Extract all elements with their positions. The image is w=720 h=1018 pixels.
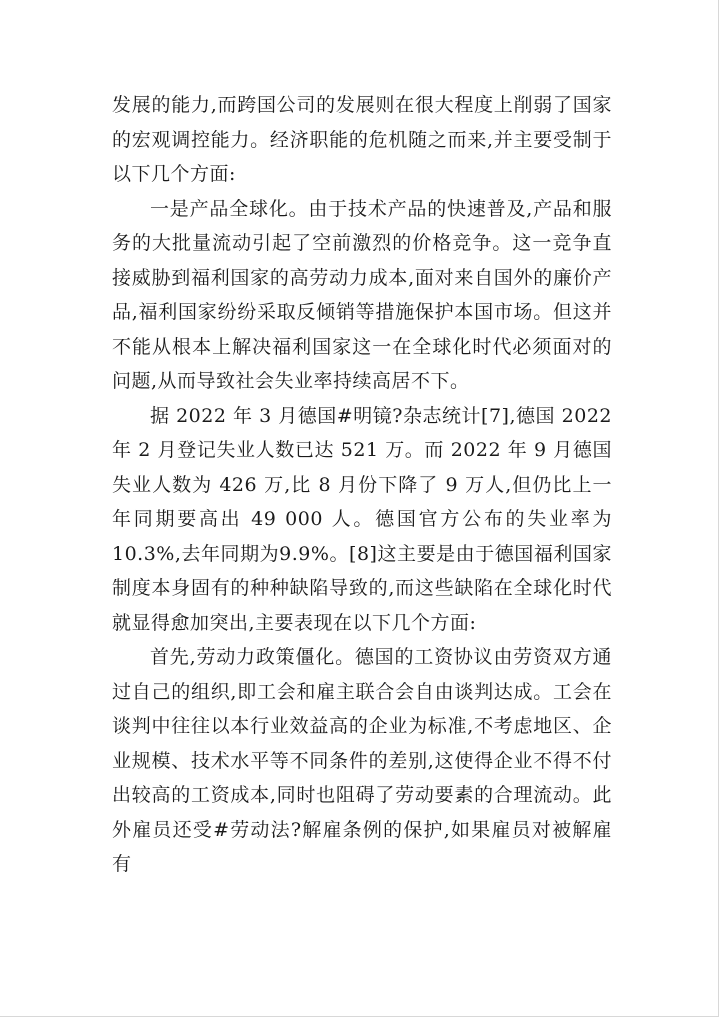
paragraph-2: 一是产品全球化。由于技术产品的快速普及,产品和服务的大批量流动引起了空前激烈的价格竞争。这一竞争直接威胁到福利国家的高劳动力成本,面对来自国外的廉价产品,福利国家纷纷采取反倾销等措施保护本国市场。但这并不能从根本上解决福利国家这一在全球化时代必须面对的问题,从而导致社会失业率持续高居不下。 <box>112 197 612 392</box>
paragraph-3: 据 2022 年 3 月德国#明镜?杂志统计[7],德国 2022 年 2 月登记失业人数已达 521 万。而 2022 年 9 月德国失业人数为 426 万,比 8 月份下降了 9 万人,但仍比上一年同期要高出 49 000 人。德国官方公布的失业率为10.3%,去年同期为9.9%。[8]这主要是由于德国福利国家制度本身固有的种种缺陷导致的,而这些缺陷在全球化时代就显得愈加突出,主要表现在以下几个方面: <box>112 404 612 634</box>
paragraph-4: 首先,劳动力政策僵化。德国的工资协议由劳资双方通过自己的组织,即工会和雇主联合会自由谈判达成。工会在谈判中往往以本行业效益高的企业为标准,不考虑地区、企业规模、技术水平等不同条件的差别,这使得企业不得不付出较高的工资成本,同时也阻碍了劳动要素的合理流动。此外雇员还受#劳动法?解雇条例的保护,如果雇员对被解雇有 <box>112 646 612 875</box>
paragraph-1: 发展的能力,而跨国公司的发展则在很大程度上削弱了国家的宏观调控能力。经济职能的危机随之而来,并主要受制于以下几个方面: <box>112 94 612 185</box>
document-body <box>112 88 612 882</box>
